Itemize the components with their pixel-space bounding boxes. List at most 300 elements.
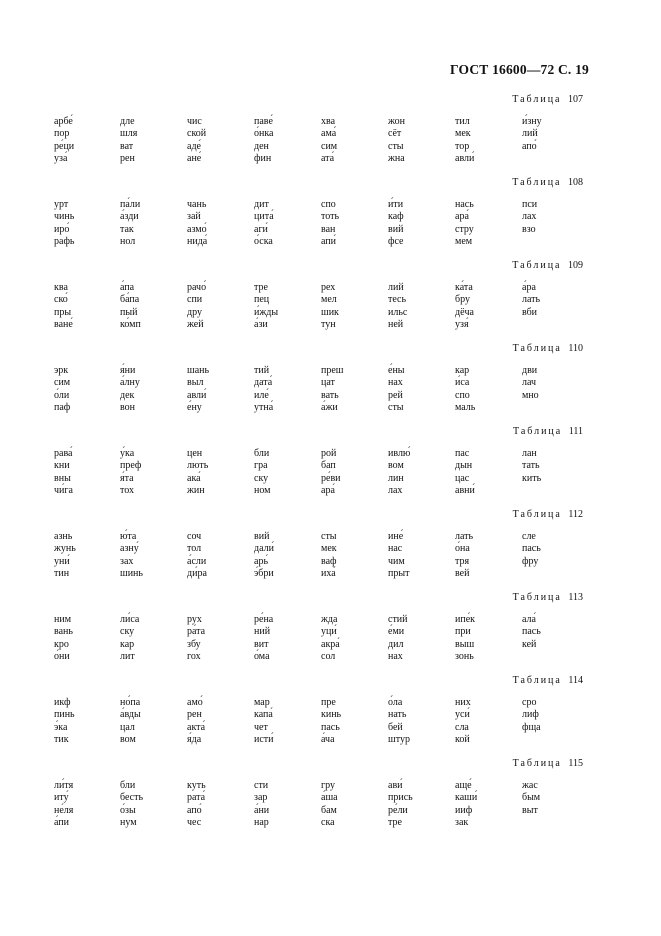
syllable-cell: ской xyxy=(187,128,207,140)
word-column xyxy=(254,614,273,664)
syllable-cell: сим xyxy=(54,377,71,389)
syllable-cell: ний xyxy=(254,626,271,638)
word-column xyxy=(120,448,141,498)
syllable-cell: а́ра xyxy=(522,282,536,293)
syllable-cell: ре́ли xyxy=(388,804,408,816)
syllable-cell: кар xyxy=(455,365,470,376)
syllable-cell: рех xyxy=(321,282,336,293)
word-column xyxy=(120,116,137,166)
syllable-cell: е́ну xyxy=(187,402,202,414)
word-column xyxy=(522,614,541,651)
syllable-cell: тий xyxy=(254,365,270,376)
word-column xyxy=(522,365,539,402)
syllable-cell: и́зну xyxy=(522,116,542,127)
word-column xyxy=(388,531,409,581)
syllable-cell: ра́та xyxy=(187,626,206,638)
word-column xyxy=(388,614,408,664)
syllable-cell: рата́ xyxy=(187,792,206,804)
syllable-cell: пор xyxy=(54,128,70,140)
table-label-text: Таблица xyxy=(512,94,562,105)
word-column xyxy=(522,697,541,734)
syllable-cell: гру xyxy=(321,780,335,791)
table-label xyxy=(512,177,583,188)
syllable-cell: а́зи xyxy=(254,319,268,331)
syllable-cell: ска xyxy=(321,817,335,829)
word-column xyxy=(388,780,413,830)
syllable-cell: авни́ xyxy=(455,485,475,497)
syllable-cell: э́бри xyxy=(254,568,274,580)
table-label xyxy=(513,675,583,686)
word-column xyxy=(187,531,207,581)
syllable-cell: ала́ xyxy=(522,614,536,625)
syllable-cell: лать xyxy=(455,531,474,542)
syllable-cell: тоть xyxy=(321,211,340,223)
syllable-cell: вать xyxy=(321,389,339,401)
word-column xyxy=(254,282,278,332)
syllable-cell: я́ни xyxy=(120,365,136,376)
syllable-cell: сол xyxy=(321,651,336,663)
syllable-cell: паве́ xyxy=(254,116,273,127)
syllable-cell: при xyxy=(455,626,471,638)
syllable-cell: ба́па xyxy=(120,294,140,306)
syllable-cell: дви xyxy=(522,365,538,376)
syllable-cell: вий xyxy=(254,531,270,542)
syllable-cell: пась xyxy=(522,626,541,638)
syllable-cell: пец xyxy=(254,294,270,306)
syllable-cell: пси xyxy=(522,199,538,210)
table-label xyxy=(513,509,583,520)
syllable-cell: пый xyxy=(120,306,138,318)
syllable-cell: ине́ xyxy=(388,531,404,542)
syllable-cell: я́та xyxy=(120,472,134,484)
table-number: 107 xyxy=(568,94,583,105)
syllable-cell: вань xyxy=(54,626,73,638)
syllable-cell: нах xyxy=(388,377,403,389)
syllable-cell: иле́ xyxy=(254,389,269,401)
syllable-cell: э́ка xyxy=(54,721,68,733)
syllable-cell: спо xyxy=(321,199,336,210)
syllable-cell: дит xyxy=(254,199,269,210)
syllable-cell: бесть xyxy=(120,792,144,804)
syllable-cell: уси́ xyxy=(455,709,470,721)
word-column xyxy=(120,614,139,664)
word-column xyxy=(187,365,209,415)
syllable-cell: вей xyxy=(455,568,470,580)
syllable-cell: исти́ xyxy=(254,734,274,746)
syllable-cell: ака́ xyxy=(187,472,201,484)
syllable-cell: вий xyxy=(388,223,404,235)
syllable-cell: бли xyxy=(120,780,136,791)
syllable-cell: а́вды xyxy=(120,709,141,721)
word-table xyxy=(0,339,661,422)
syllable-cell: а́жи xyxy=(321,402,338,414)
syllable-cell: тил xyxy=(455,116,470,127)
syllable-cell: рафь xyxy=(54,236,75,248)
syllable-cell: дек xyxy=(120,389,135,401)
syllable-cell: ден xyxy=(254,140,269,152)
word-column xyxy=(455,614,475,664)
syllable-cell: бым xyxy=(522,792,541,804)
syllable-cell: спи xyxy=(187,294,203,306)
syllable-cell: азну́ xyxy=(120,543,139,555)
word-column xyxy=(254,199,274,249)
word-column xyxy=(187,614,205,664)
syllable-cell: них xyxy=(455,697,471,708)
table-label-text: Таблица xyxy=(512,260,562,271)
syllable-cell: ави́ xyxy=(388,780,403,791)
word-column xyxy=(455,697,471,747)
word-column xyxy=(187,697,205,747)
syllable-cell: и́жды xyxy=(254,306,279,318)
syllable-cell: тре xyxy=(388,817,402,829)
word-column xyxy=(522,199,537,236)
syllable-cell: лан xyxy=(522,448,537,459)
syllable-cell: а́зди xyxy=(120,211,139,223)
table-label-text: Таблица xyxy=(512,426,563,437)
syllable-cell: е́ны xyxy=(388,365,405,376)
syllable-cell: жда xyxy=(321,614,338,625)
syllable-cell: ка́та xyxy=(455,282,473,293)
syllable-cell: ама́ xyxy=(321,128,337,140)
syllable-cell: икф xyxy=(54,697,71,708)
table-label-text: Таблица xyxy=(512,758,562,769)
syllable-cell: паф xyxy=(54,402,71,414)
word-column xyxy=(120,531,143,581)
syllable-cell: о́зы xyxy=(120,804,136,816)
syllable-cell: преф xyxy=(120,460,142,472)
syllable-cell: эрк xyxy=(54,365,69,376)
word-column xyxy=(522,531,541,568)
syllable-cell: ску xyxy=(120,626,135,638)
syllable-cell: зах xyxy=(120,555,134,567)
syllable-cell: пась xyxy=(321,721,340,733)
syllable-cell: кинь xyxy=(321,709,342,721)
syllable-cell: лах xyxy=(388,485,403,497)
syllable-cell: рен xyxy=(120,153,135,165)
table-label-text: Таблица xyxy=(512,592,562,603)
syllable-cell: кой xyxy=(455,734,470,746)
syllable-cell: сла xyxy=(455,721,469,733)
syllable-cell: сле xyxy=(522,531,536,542)
syllable-cell: ре́ци xyxy=(54,140,75,152)
syllable-cell: стий xyxy=(388,614,408,625)
syllable-cell: ара́ xyxy=(455,211,469,223)
syllable-cell: о́ли xyxy=(54,389,70,401)
syllable-cell: спо xyxy=(455,389,470,401)
syllable-cell: нол xyxy=(120,236,136,248)
syllable-cell: тря xyxy=(455,555,470,567)
syllable-cell: ильс xyxy=(388,306,408,318)
word-column xyxy=(120,282,141,332)
syllable-cell: уци́ xyxy=(321,626,337,638)
syllable-cell: вон xyxy=(120,402,136,414)
word-column xyxy=(522,780,540,817)
syllable-cell: дил xyxy=(388,638,404,650)
syllable-cell: ску xyxy=(254,472,269,484)
syllable-cell: иха́ xyxy=(321,568,336,580)
syllable-cell: иту́ xyxy=(54,792,69,804)
table-number: 108 xyxy=(568,177,583,188)
syllable-cell: кни xyxy=(54,460,70,472)
word-column xyxy=(120,780,143,830)
syllable-cell: лач xyxy=(522,377,537,389)
syllable-cell: ном xyxy=(254,485,271,497)
syllable-cell: лий xyxy=(388,282,404,293)
syllable-cell: цита́ xyxy=(254,211,274,223)
word-column xyxy=(388,697,410,747)
word-column xyxy=(388,199,404,249)
table-label-text: Таблица xyxy=(512,509,562,520)
syllable-cell: пась xyxy=(522,543,541,555)
syllable-cell: о́на xyxy=(455,543,470,555)
syllable-cell: тор xyxy=(455,140,470,152)
syllable-cell: я́да xyxy=(187,734,202,746)
syllable-cell: ваф xyxy=(321,555,337,567)
syllable-cell: акта́ xyxy=(187,721,206,733)
syllable-cell: тун xyxy=(321,319,336,331)
syllable-cell: ско́ xyxy=(54,294,68,306)
syllable-cell: дёча xyxy=(455,306,474,318)
word-column xyxy=(187,448,208,498)
syllable-cell: лиф xyxy=(522,709,539,721)
syllable-cell: хва xyxy=(321,116,336,127)
syllable-cell: выт xyxy=(522,804,538,816)
syllable-cell: чес xyxy=(187,817,202,829)
syllable-cell: тин xyxy=(54,568,70,580)
word-column xyxy=(254,780,269,830)
syllable-cell: дали́ xyxy=(254,543,274,555)
syllable-cell: дру xyxy=(187,306,202,318)
table-label xyxy=(513,426,583,437)
syllable-cell: гох xyxy=(187,651,201,663)
word-column xyxy=(388,365,405,415)
word-column xyxy=(254,697,274,747)
syllable-cell: апи́ xyxy=(321,236,337,248)
syllable-cell: жас xyxy=(522,780,538,791)
syllable-cell: азмо́ xyxy=(187,223,207,235)
syllable-cell: жна xyxy=(388,153,405,165)
syllable-cell: аги́ xyxy=(254,223,268,235)
syllable-cell: урт xyxy=(54,199,69,210)
syllable-cell: пры xyxy=(54,306,72,318)
syllable-cell: о́ска xyxy=(254,236,273,248)
word-column xyxy=(120,199,140,249)
word-column xyxy=(54,116,74,166)
word-table xyxy=(0,754,661,837)
table-number: 112 xyxy=(568,509,583,520)
syllable-cell: выл xyxy=(187,377,204,389)
syllable-cell: вит xyxy=(254,638,269,650)
syllable-cell: пинь xyxy=(54,709,75,721)
syllable-cell: нась xyxy=(455,199,474,210)
syllable-cell: нар xyxy=(254,817,269,829)
word-column xyxy=(455,116,474,166)
word-column xyxy=(321,365,344,415)
syllable-cell: апо́ xyxy=(522,140,537,152)
word-column xyxy=(522,448,541,485)
syllable-cell: акра́ xyxy=(321,638,340,650)
syllable-cell: бли xyxy=(254,448,270,459)
syllable-cell: ват xyxy=(120,140,134,152)
syllable-cell: сёт xyxy=(388,128,402,140)
word-column xyxy=(187,199,207,249)
word-table xyxy=(0,671,661,754)
syllable-cell: рава́ xyxy=(54,448,73,459)
syllable-cell: вом xyxy=(388,460,404,472)
syllable-cell: сты xyxy=(388,140,404,152)
table-label-text: Таблица xyxy=(512,343,562,354)
syllable-cell: дата́ xyxy=(254,377,273,389)
syllable-cell: а́па xyxy=(120,282,135,293)
word-column xyxy=(54,697,75,747)
syllable-cell: у́ка xyxy=(120,448,135,459)
syllable-cell: авли́ xyxy=(187,389,207,401)
syllable-cell: ивлю́ xyxy=(388,448,411,459)
word-column xyxy=(321,282,339,332)
syllable-cell: чис xyxy=(187,116,202,127)
syllable-cell: кар xyxy=(120,638,135,650)
syllable-cell: штур xyxy=(388,734,410,746)
syllable-cell: выш xyxy=(455,638,475,650)
syllable-cell: шинь xyxy=(120,568,143,580)
syllable-cell: мел xyxy=(321,294,337,306)
syllable-cell: е́ми xyxy=(388,626,405,638)
syllable-cell: а́ча xyxy=(321,734,335,746)
syllable-cell: каши́ xyxy=(455,792,478,804)
table-number: 109 xyxy=(568,260,583,271)
syllable-cell: арбе́ xyxy=(54,116,73,127)
word-column xyxy=(455,448,475,498)
table-label xyxy=(513,592,583,603)
syllable-cell: маль xyxy=(455,402,476,414)
syllable-cell: мек xyxy=(321,543,337,555)
syllable-cell: тик xyxy=(54,734,69,746)
word-table xyxy=(0,256,661,339)
syllable-cell: чим xyxy=(388,555,405,567)
syllable-cell: фсе xyxy=(388,236,404,248)
syllable-cell: шик xyxy=(321,306,339,318)
syllable-cell: сти xyxy=(254,780,269,791)
syllable-cell: зак xyxy=(455,817,469,829)
syllable-cell: ди́ра xyxy=(187,568,207,580)
syllable-cell: о́ни xyxy=(54,651,70,663)
syllable-cell: ре́ви xyxy=(321,472,341,484)
syllable-cell: збу xyxy=(187,638,201,650)
syllable-cell: ван xyxy=(321,223,336,235)
word-column xyxy=(254,531,274,581)
word-column xyxy=(522,116,542,153)
syllable-cell: жон xyxy=(388,116,406,127)
syllable-cell: аде́ xyxy=(187,140,201,152)
word-column xyxy=(321,531,337,581)
syllable-cell: и́са xyxy=(455,377,470,389)
word-column xyxy=(321,697,341,747)
syllable-cell: лит xyxy=(120,651,135,663)
syllable-cell: о́ла xyxy=(388,697,403,708)
word-column xyxy=(120,365,140,415)
syllable-cell: апо́ xyxy=(187,804,202,816)
word-column xyxy=(455,199,474,249)
syllable-cell: мар xyxy=(254,697,270,708)
word-column xyxy=(321,448,341,498)
syllable-cell: бру xyxy=(455,294,470,306)
table-label xyxy=(513,758,583,769)
syllable-cell: бам xyxy=(321,804,337,816)
syllable-cell: лин xyxy=(388,472,404,484)
syllable-cell: ко́мп xyxy=(120,319,141,331)
word-table xyxy=(0,588,661,671)
syllable-cell: вом xyxy=(120,734,136,746)
syllable-cell: цен xyxy=(187,448,203,459)
tables-container xyxy=(0,90,661,837)
syllable-cell: прись xyxy=(388,792,413,804)
syllable-cell: фин xyxy=(254,153,272,165)
syllable-cell: цал xyxy=(120,721,135,733)
syllable-cell: ара́ xyxy=(321,485,335,497)
page-header: ГОСТ 16600—72 С. 19 xyxy=(450,62,589,77)
syllable-cell: сим xyxy=(321,140,338,152)
syllable-cell: уза́ xyxy=(54,153,68,165)
syllable-cell: прыт xyxy=(388,568,410,580)
syllable-cell: фща xyxy=(522,721,541,733)
syllable-cell: взо xyxy=(522,223,536,235)
syllable-cell: жей xyxy=(187,319,204,331)
syllable-cell: сты xyxy=(388,402,404,414)
syllable-cell: жунь xyxy=(54,543,76,555)
syllable-cell: кро xyxy=(54,638,69,650)
syllable-cell: тре xyxy=(254,282,268,293)
word-column xyxy=(54,531,76,581)
syllable-cell: амо́ xyxy=(187,697,203,708)
syllable-cell: нах xyxy=(388,651,403,663)
syllable-cell: преш xyxy=(321,365,344,376)
syllable-cell: нум xyxy=(120,817,137,829)
syllable-cell: пас xyxy=(455,448,470,459)
syllable-cell: а́пи xyxy=(54,817,70,829)
word-column xyxy=(455,282,474,332)
syllable-cell: кей xyxy=(522,638,537,650)
syllable-cell: но́па xyxy=(120,697,141,708)
syllable-cell: чет xyxy=(254,721,268,733)
syllable-cell: куть xyxy=(187,780,206,791)
word-column xyxy=(321,116,337,166)
table-number: 113 xyxy=(568,592,583,603)
syllable-cell: рен xyxy=(187,709,202,721)
table-number: 110 xyxy=(568,343,583,354)
syllable-cell: и́ти xyxy=(388,199,404,210)
table-label-text: Таблица xyxy=(512,177,562,188)
syllable-cell: чинь xyxy=(54,211,75,223)
table-number: 114 xyxy=(568,675,583,686)
syllable-cell: рей xyxy=(388,389,403,401)
syllable-cell: о́нка xyxy=(254,128,274,140)
syllable-cell: ней xyxy=(388,319,404,331)
syllable-cell: узя́ xyxy=(455,319,469,331)
word-column xyxy=(254,448,271,498)
syllable-cell: зар xyxy=(254,792,268,804)
word-column xyxy=(120,697,141,747)
syllable-cell: зай xyxy=(187,211,201,223)
syllable-cell: тесь xyxy=(388,294,407,306)
syllable-cell: вби xyxy=(522,306,538,318)
word-column xyxy=(187,116,206,166)
syllable-cell: азнь xyxy=(54,531,73,542)
syllable-cell: ли́са xyxy=(120,614,140,625)
table-label xyxy=(513,343,583,354)
syllable-cell: нать xyxy=(388,709,407,721)
syllable-cell: утна́ xyxy=(254,402,274,414)
word-column xyxy=(254,116,274,166)
